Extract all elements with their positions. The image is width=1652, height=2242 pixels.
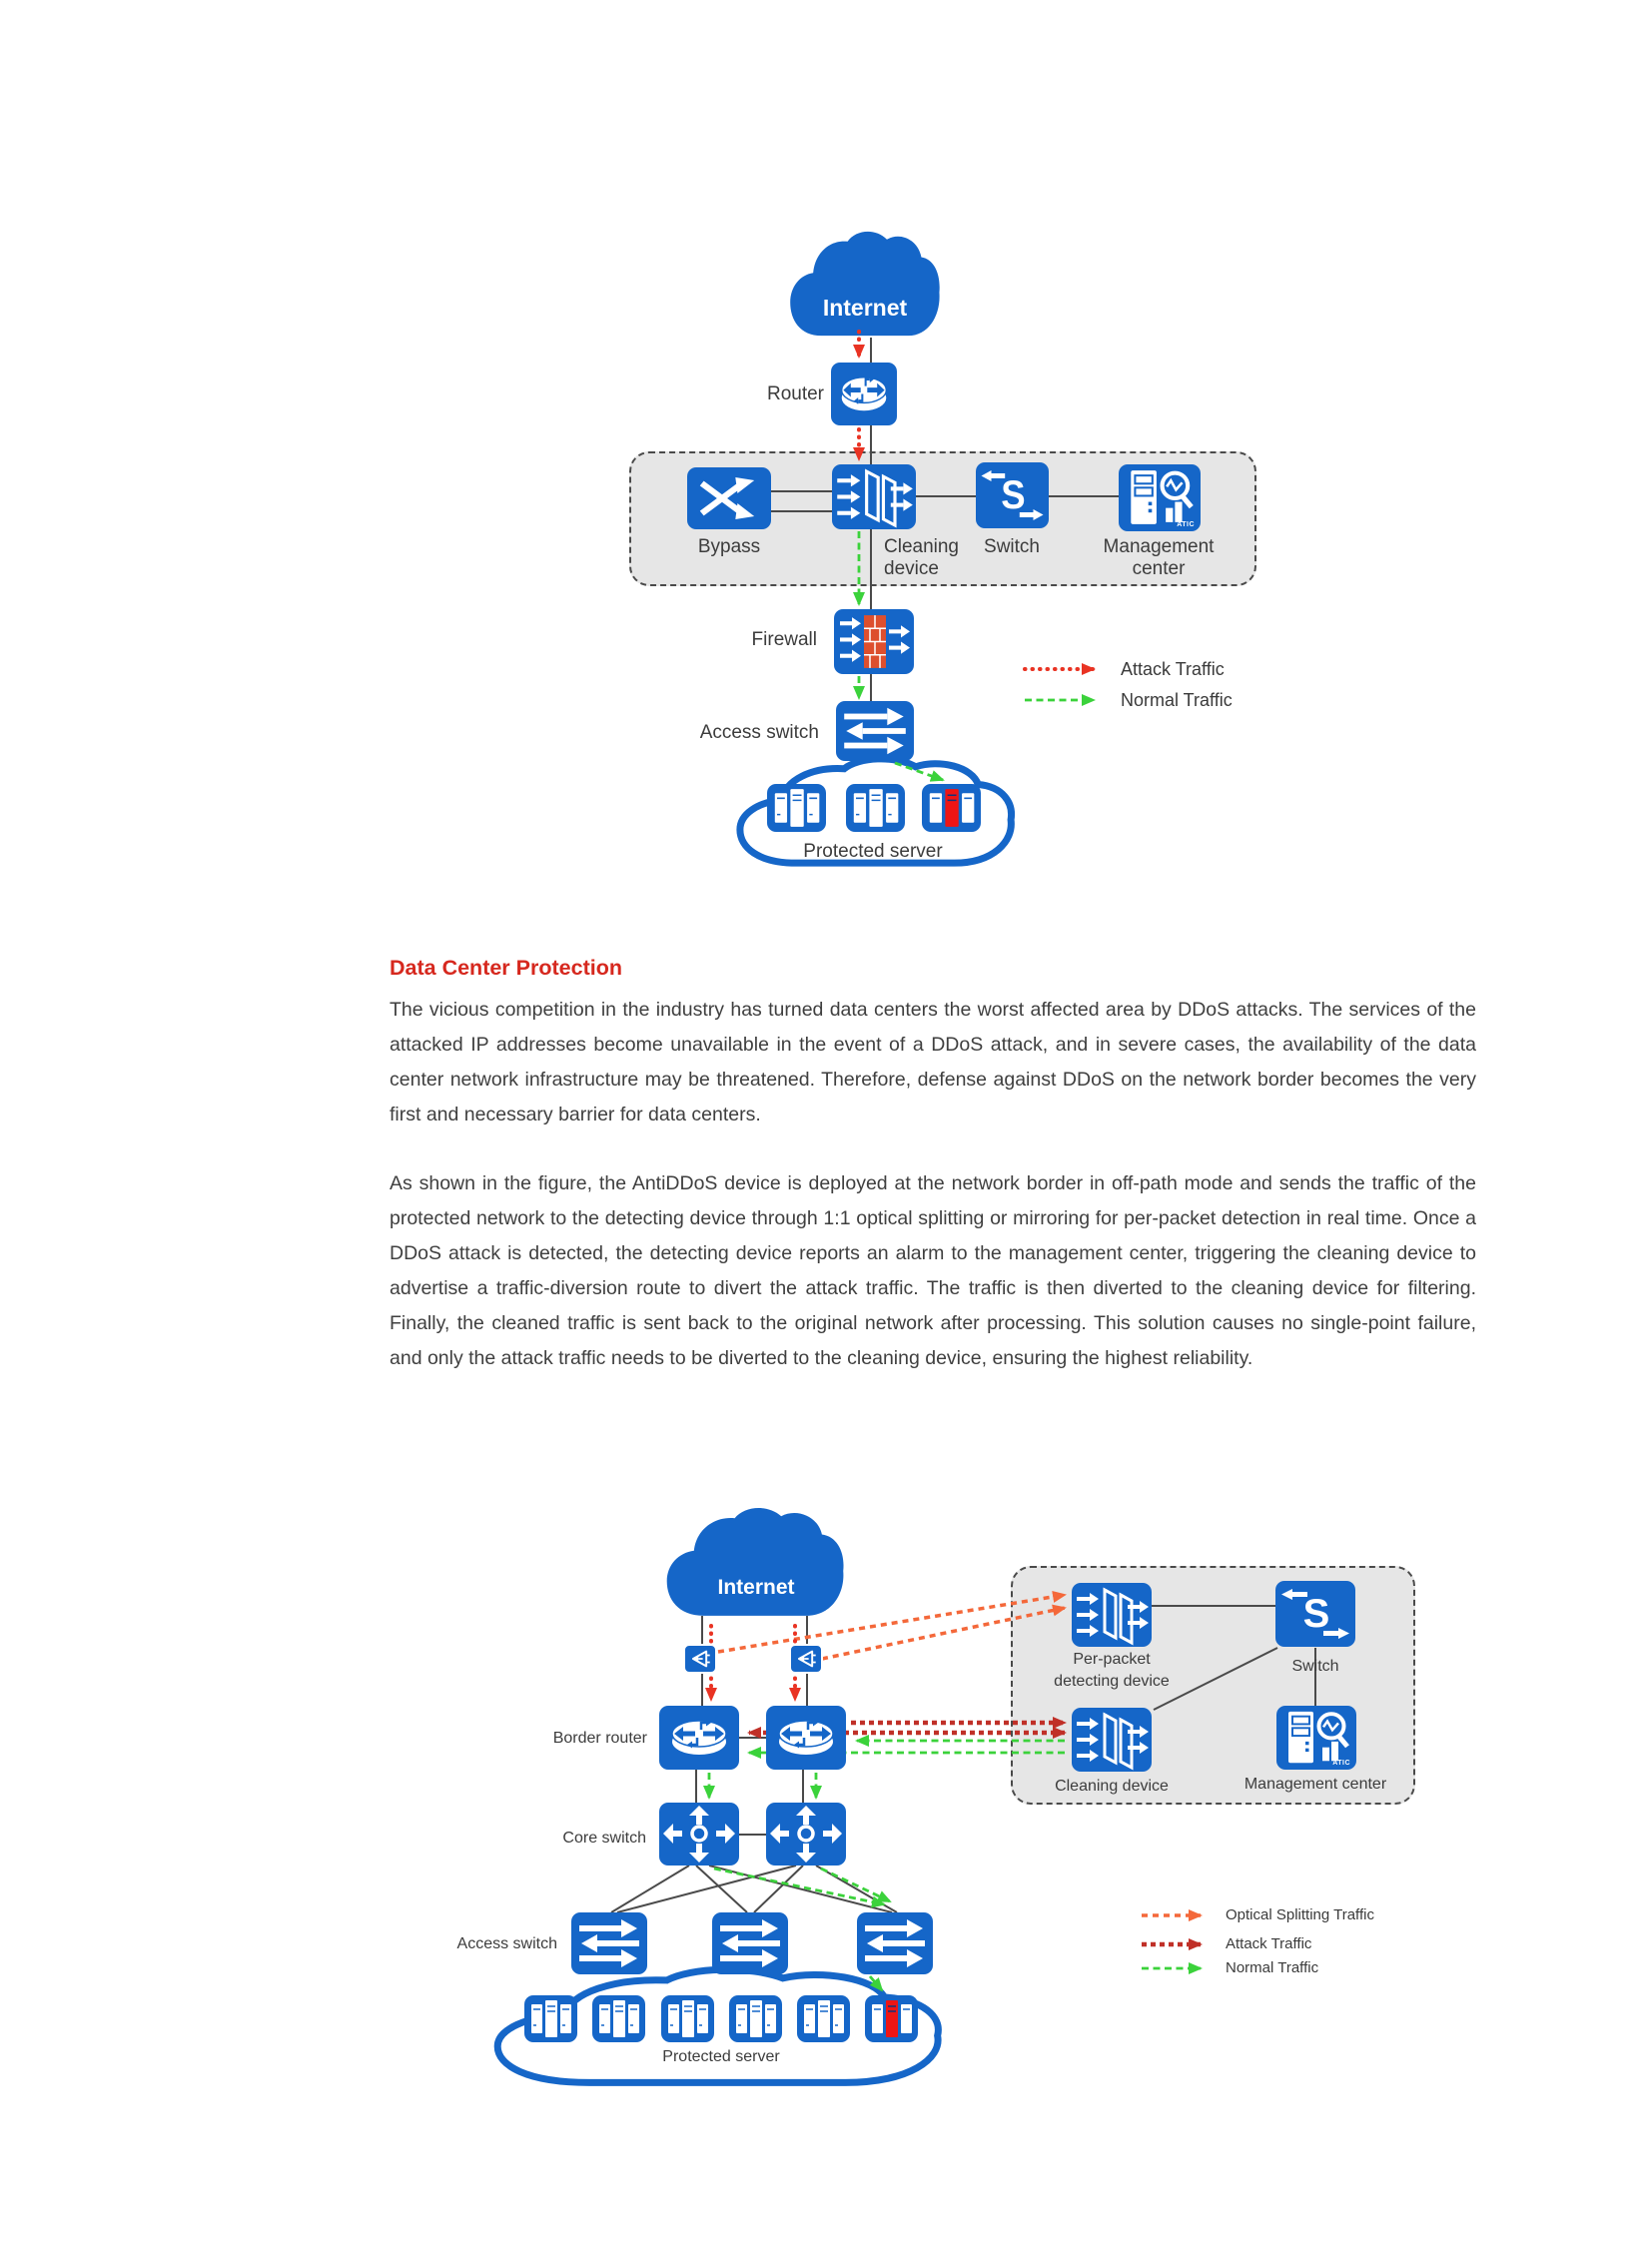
optical-splitter-icon	[791, 1646, 821, 1672]
switch-node	[976, 462, 1049, 528]
switch-label-bottom: Switch	[1291, 1658, 1339, 1675]
border-router-node	[659, 1706, 739, 1770]
legend-normal-traffic-label: Normal Traffic	[1226, 1959, 1319, 1976]
cleaning-device-icon	[832, 464, 916, 529]
firewall-label: Firewall	[751, 629, 817, 650]
server-node	[592, 1995, 645, 2042]
internet-cloud-bottom	[657, 1504, 851, 1626]
management-center-label-bottom: Management center	[1243, 1776, 1387, 1793]
border-router-label: Border router	[552, 1730, 647, 1747]
server-icon	[767, 784, 826, 832]
server-node	[767, 784, 826, 832]
per-packet-label-line1: Per-packet	[1073, 1651, 1151, 1668]
access-switch-node	[836, 701, 914, 761]
top-legend-arrows	[1025, 669, 1094, 700]
article-paragraph-2: As shown in the figure, the AntiDDoS device is deployed at the network border in off-path mode and sends the traffic of the protected network to the detecting device through 1:1 optical splitting or mirroring for per-packet detection in real time. Once a DDoS attack is detected, the detecting device reports an alarm to the management center, triggering the cleaning device to advertise a traffic-diversion route to divert the attack traffic. The traffic is then diverted to the cleaning device for filtering. Finally, the cleaned traffic is sent back to the original network after processing. This solution causes no single-point failure, and only the attack traffic needs to be diverted to the cleaning device, ensuring the highest reliability.	[390, 1172, 1476, 1369]
core-switch-icon	[659, 1803, 739, 1866]
per-packet-label-line2: detecting device	[1054, 1673, 1170, 1690]
cleaning-device-icon	[1072, 1708, 1152, 1772]
optical-splitter-icon	[685, 1646, 715, 1672]
access-switch-icon	[857, 1912, 933, 1974]
cleaning-device-label-bottom: Cleaning device	[1055, 1778, 1169, 1795]
access-switch-label: Access switch	[456, 1935, 557, 1952]
access-switch-icon	[836, 701, 914, 761]
internet-label-top: Internet	[822, 295, 908, 321]
protected-server-label: Protected server	[803, 841, 943, 862]
access-switch-icon	[571, 1912, 647, 1974]
protected-server-label: Protected server	[662, 2048, 780, 2065]
server-node	[524, 1995, 577, 2042]
core-switch-node	[766, 1803, 846, 1866]
border-router-node	[766, 1706, 846, 1770]
server-icon	[661, 1995, 714, 2042]
server-node	[661, 1995, 714, 2042]
attacked-server-icon	[865, 1995, 918, 2042]
cloud-icon	[782, 228, 946, 346]
core-switch-icon	[766, 1803, 846, 1866]
cleaning-device-node	[832, 464, 916, 529]
atic-badge: ATIC	[1177, 521, 1195, 528]
attacked-server-node	[865, 1995, 918, 2042]
bypass-node	[687, 467, 771, 529]
cleaning-device-label-line1: Cleaning	[884, 536, 959, 557]
cloud-icon	[657, 1504, 851, 1626]
access-switch-icon	[712, 1912, 788, 1974]
management-center-label-line1: Management	[1103, 536, 1215, 557]
cleaning-device-icon	[1072, 1583, 1152, 1647]
article-paragraph-1: The vicious competition in the industry has turned data centers the worst affected area by DDoS attacks. The services of the attacked IP addresses become unavailable in the event of a DDoS attack, and in severe cases, the availability of the data center network infrastructure may be threatened. Therefore, defense against DDoS on the network border becomes the very first and necessary barrier for data centers.	[390, 999, 1476, 1125]
server-icon	[797, 1995, 850, 2042]
per-packet-detecting-node	[1072, 1583, 1152, 1647]
attacked-server-icon	[922, 784, 981, 832]
management-center-node	[1119, 464, 1201, 531]
section-heading: Data Center Protection	[390, 956, 622, 980]
server-icon	[846, 784, 905, 832]
access-switch-node	[571, 1912, 647, 1974]
legend-attack-traffic-label: Attack Traffic	[1226, 1935, 1312, 1952]
legend-attack-traffic-label: Attack Traffic	[1121, 659, 1225, 679]
bottom-legend-arrows	[1142, 1915, 1201, 1968]
server-node	[729, 1995, 782, 2042]
access-switch-node	[857, 1912, 933, 1974]
server-icon	[592, 1995, 645, 2042]
switch-icon	[1275, 1581, 1355, 1647]
server-node	[846, 784, 905, 832]
bottom-attack-vertical-lines	[711, 1626, 795, 1700]
router-icon	[766, 1706, 846, 1770]
firewall-node	[834, 609, 914, 674]
optical-splitter-node	[789, 1644, 823, 1674]
internet-label-bottom: Internet	[717, 1576, 795, 1599]
router-icon	[659, 1706, 739, 1770]
legend-optical-splitting-label: Optical Splitting Traffic	[1226, 1906, 1374, 1923]
switch-node-bottom	[1275, 1581, 1355, 1647]
switch-label: Switch	[984, 536, 1040, 557]
firewall-icon	[834, 609, 914, 674]
bypass-label: Bypass	[697, 536, 761, 557]
optical-splitter-node	[683, 1644, 717, 1674]
server-icon	[524, 1995, 577, 2042]
router-node	[831, 363, 897, 425]
article-section	[390, 956, 1476, 1410]
legend-normal-traffic-label: Normal Traffic	[1121, 690, 1233, 710]
core-switch-label: Core switch	[562, 1830, 646, 1847]
switch-icon	[976, 462, 1049, 528]
atic-badge: ATIC	[1332, 1760, 1350, 1767]
cleaning-device-label-line2: device	[884, 558, 939, 579]
server-icon	[729, 1995, 782, 2042]
bypass-icon	[687, 467, 771, 529]
access-switch-label: Access switch	[699, 722, 819, 743]
attacked-server-node	[922, 784, 981, 832]
core-switch-node	[659, 1803, 739, 1866]
management-center-label-line2: center	[1132, 558, 1186, 579]
access-switch-node	[712, 1912, 788, 1974]
router-icon	[831, 363, 897, 425]
server-node	[797, 1995, 850, 2042]
internet-cloud-top	[782, 228, 946, 346]
router-label: Router	[766, 383, 824, 404]
management-center-node-bottom	[1276, 1706, 1356, 1770]
cleaning-device-node-bottom	[1072, 1708, 1152, 1772]
